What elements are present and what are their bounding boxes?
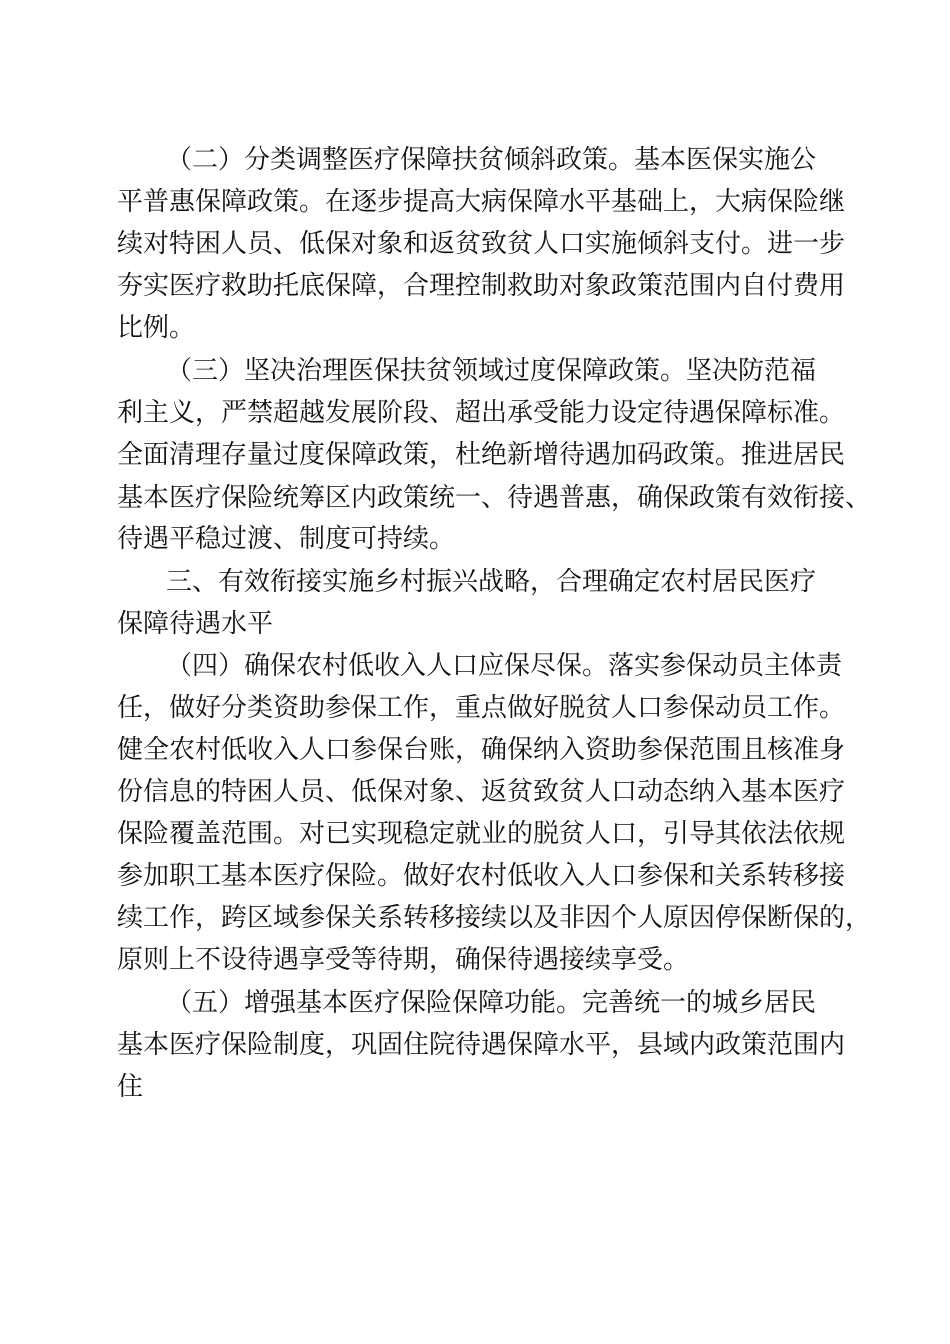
paragraph-4-line-1: （四）确保农村低收入人口应保尽保。落实参保动员主体责 — [166, 651, 843, 681]
paragraph-2-line-2: 平普惠保障政策。在逐步提高大病保障水平基础上，大病保险继 — [117, 187, 846, 217]
paragraph-3-line-1: （三）坚决治理医保扶贫领域过度保障政策。坚决防范福 — [166, 356, 817, 386]
paragraph-4-line-2: 任，做好分类资助参保工作，重点做好脱贫人口参保动员工作。 — [117, 693, 846, 723]
paragraph-2-line-3: 续对特困人员、低保对象和返贫致贫人口实施倾斜支付。进一步 — [117, 229, 846, 259]
paragraph-5-line-3: 住 — [117, 1072, 144, 1102]
section-heading-3-line-1: 三、有效衔接实施乡村振兴战略，合理确定农村居民医疗 — [166, 567, 817, 597]
paragraph-3-line-4: 基本医疗保险统筹区内政策统一、待遇普惠，确保政策有效衔接、 — [117, 483, 872, 513]
paragraph-2-line-5: 比例。 — [117, 313, 196, 343]
section-heading-3-line-2: 保障待遇水平 — [117, 609, 274, 639]
paragraph-4-line-3: 健全农村低收入人口参保台账，确保纳入资助参保范围且核准身 — [117, 735, 846, 765]
paragraph-3-line-2: 利主义，严禁超越发展阶段、超出承受能力设定待遇保障标准。 — [117, 398, 846, 428]
paragraph-2-line-1: （二）分类调整医疗保障扶贫倾斜政策。基本医保实施公 — [166, 145, 817, 175]
paragraph-4-line-6: 参加职工基本医疗保险。做好农村低收入人口参保和关系转移接 — [117, 861, 846, 891]
paragraph-2-line-4: 夯实医疗救助托底保障，合理控制救助对象政策范围内自付费用 — [117, 271, 846, 301]
paragraph-3-line-3: 全面清理存量过度保障政策，杜绝新增待遇加码政策。推进居民 — [117, 440, 846, 470]
paragraph-3-line-5: 待遇平稳过渡、制度可持续。 — [117, 524, 456, 554]
paragraph-4-line-5: 保险覆盖范围。对已实现稳定就业的脱贫人口，引导其依法依规 — [117, 819, 846, 849]
paragraph-5-line-1: （五）增强基本医疗保险保障功能。完善统一的城乡居民 — [166, 988, 817, 1018]
paragraph-5-line-2: 基本医疗保险制度，巩固住院待遇保障水平，县域内政策范围内 — [117, 1030, 846, 1060]
paragraph-4-line-8: 原则上不设待遇享受等待期，确保待遇接续享受。 — [117, 945, 690, 975]
paragraph-4-line-4: 份信息的特困人员、低保对象、返贫致贫人口动态纳入基本医疗 — [117, 777, 846, 807]
paragraph-4-line-7: 续工作，跨区域参保关系转移接续以及非因个人原因停保断保的， — [117, 903, 872, 933]
